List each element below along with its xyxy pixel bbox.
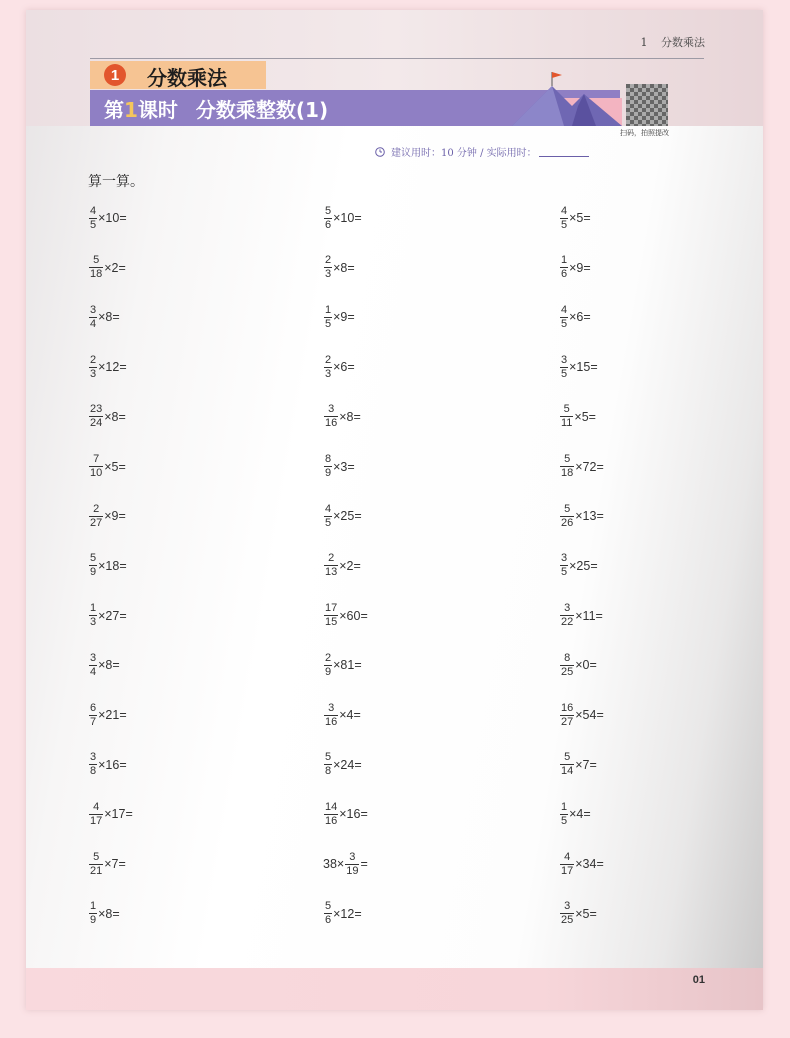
problem-suffix: ×10= — [333, 211, 362, 225]
lesson-number: 1 — [124, 98, 138, 122]
fraction-denominator: 22 — [561, 616, 574, 629]
fraction — [89, 304, 97, 331]
fraction-numerator: 5 — [93, 254, 100, 267]
problem-item — [88, 447, 126, 487]
problem-prefix: 38× — [323, 857, 345, 872]
fraction — [324, 900, 332, 927]
problem-suffix: ×0= — [575, 658, 597, 673]
fraction-denominator: 10 — [90, 467, 103, 479]
fraction — [560, 453, 574, 480]
problem-item — [559, 198, 591, 238]
fraction-numerator: 3 — [564, 602, 571, 615]
problem-suffix: = — [360, 857, 368, 872]
problem-suffix: ×25= — [569, 558, 598, 573]
problem-suffix: ×5= — [104, 459, 126, 474]
problem-item — [88, 496, 126, 536]
fraction-denominator: 9 — [90, 566, 97, 579]
fraction-numerator: 2 — [325, 651, 332, 664]
fraction — [560, 652, 574, 679]
mountain-flag-icon — [512, 72, 622, 126]
fraction-numerator: 14 — [325, 800, 338, 813]
fraction — [560, 552, 568, 579]
problem-item — [559, 794, 591, 834]
problem-suffix: ×13= — [575, 509, 604, 524]
fraction-denominator: 6 — [561, 268, 568, 281]
fraction — [89, 801, 103, 828]
fraction-numerator: 1 — [561, 254, 568, 267]
fraction-denominator: 5 — [561, 814, 568, 827]
problem-suffix: ×24= — [333, 757, 362, 772]
problem-suffix: ×8= — [104, 409, 126, 424]
problem-item — [559, 695, 604, 735]
fraction-numerator: 1 — [90, 900, 97, 913]
fraction-denominator: 27 — [561, 715, 574, 728]
problem-item — [559, 596, 603, 636]
problem-item — [559, 447, 604, 487]
fraction — [89, 205, 97, 232]
problem-suffix: ×12= — [98, 360, 127, 375]
fraction-denominator: 6 — [325, 914, 332, 927]
fraction-numerator: 6 — [90, 701, 97, 714]
problem-suffix: ×25= — [333, 509, 362, 524]
fraction — [324, 254, 332, 281]
fraction-denominator: 21 — [90, 864, 103, 877]
fraction-numerator: 4 — [93, 800, 100, 813]
fraction — [560, 503, 574, 530]
problem-suffix: ×54= — [575, 708, 604, 722]
fraction — [560, 702, 574, 729]
problem-item — [323, 894, 362, 934]
fraction — [324, 801, 338, 828]
problem-suffix: ×3= — [333, 459, 355, 474]
fraction — [560, 403, 573, 430]
fraction-numerator: 5 — [90, 552, 97, 565]
fraction-denominator: 16 — [325, 715, 338, 728]
fraction-denominator: 9 — [325, 665, 332, 678]
fraction-numerator: 8 — [325, 453, 332, 465]
fraction — [89, 652, 97, 679]
fraction-numerator: 3 — [561, 552, 568, 565]
problem-item — [88, 596, 127, 636]
problem-item — [88, 794, 133, 834]
fraction-denominator: 5 — [325, 317, 332, 330]
fraction-denominator: 8 — [325, 765, 332, 778]
fraction-denominator: 6 — [325, 218, 332, 231]
fraction — [560, 801, 568, 828]
fraction — [89, 503, 103, 530]
fraction-denominator: 7 — [90, 715, 97, 728]
page-footer-band — [26, 968, 763, 1010]
fraction — [560, 851, 574, 878]
fraction — [560, 205, 568, 232]
fraction-denominator: 5 — [325, 516, 332, 529]
fraction-denominator: 5 — [561, 367, 568, 380]
fraction-numerator: 3 — [349, 850, 356, 863]
fraction — [89, 453, 103, 480]
fraction — [89, 900, 97, 927]
fraction-numerator: 17 — [325, 602, 338, 615]
fraction-numerator: 3 — [328, 701, 335, 714]
fraction — [324, 354, 332, 381]
fraction-denominator: 16 — [325, 814, 338, 827]
problem-item — [323, 397, 361, 437]
fraction-denominator: 25 — [561, 914, 574, 927]
problem-suffix: ×9= — [569, 260, 591, 275]
problem-suffix: ×81= — [333, 658, 362, 673]
problem-item — [323, 496, 362, 536]
fraction-denominator: 17 — [90, 814, 103, 827]
problem-item — [88, 248, 126, 288]
fraction-numerator: 3 — [90, 303, 97, 316]
problem-item — [559, 297, 591, 337]
problem-suffix: ×6= — [569, 310, 591, 325]
qr-caption: 扫码，拍照提改 — [620, 129, 669, 137]
problem-item — [323, 297, 355, 337]
fraction-denominator: 18 — [90, 268, 103, 281]
problem-item — [88, 645, 120, 685]
running-head-number: 1 — [640, 36, 648, 49]
fraction-numerator: 5 — [564, 502, 571, 515]
problem-item — [88, 546, 127, 586]
problem-suffix: ×8= — [98, 310, 120, 325]
fraction-numerator: 23 — [90, 403, 103, 416]
fraction — [89, 751, 97, 778]
problem-suffix: ×5= — [575, 906, 597, 921]
fraction-numerator: 16 — [561, 701, 574, 714]
header-rule — [90, 58, 704, 59]
worksheet-page — [26, 10, 763, 1010]
fraction-numerator: 5 — [325, 751, 332, 764]
fraction-denominator: 5 — [561, 218, 568, 231]
page-number: 01 — [692, 974, 705, 986]
fraction — [324, 503, 332, 530]
fraction — [324, 403, 338, 430]
fraction-denominator: 5 — [561, 566, 568, 579]
fraction-numerator: 2 — [328, 552, 335, 565]
problem-item — [323, 844, 368, 884]
lesson-title — [104, 94, 328, 123]
fraction — [89, 354, 97, 381]
lesson-topic: 分数乘整数(1) — [195, 98, 329, 122]
problem-suffix: ×18= — [98, 558, 127, 573]
problem-suffix: ×27= — [98, 608, 127, 623]
fraction — [324, 453, 332, 480]
fraction-denominator: 19 — [346, 864, 359, 877]
fraction — [560, 254, 568, 281]
fraction-numerator: 2 — [90, 353, 97, 366]
problem-item — [323, 745, 362, 785]
fraction-denominator: 25 — [561, 665, 574, 678]
fraction-numerator: 2 — [325, 254, 332, 267]
fraction-numerator: 3 — [561, 353, 568, 366]
fraction — [324, 652, 332, 679]
problem-suffix: ×8= — [98, 658, 120, 673]
problem-suffix: ×8= — [339, 409, 361, 424]
fraction-numerator: 4 — [90, 204, 97, 217]
problem-item — [559, 745, 597, 785]
problem-item — [323, 347, 355, 387]
problem-suffix: ×15= — [569, 360, 598, 375]
problem-item — [323, 645, 362, 685]
fraction-denominator: 5 — [90, 218, 97, 231]
problem-suffix: ×4= — [569, 807, 591, 822]
fraction-numerator: 4 — [561, 303, 568, 316]
fraction — [89, 602, 97, 629]
time-hint-text: 建议用时：10 分钟 / 实际用时： — [391, 148, 537, 159]
problem-suffix: ×72= — [575, 459, 604, 474]
fraction — [89, 403, 103, 430]
problem-item — [88, 297, 120, 337]
fraction-numerator: 4 — [325, 502, 332, 515]
problem-item — [559, 496, 604, 536]
problem-item — [323, 546, 361, 586]
qr-code[interactable] — [626, 84, 668, 126]
problem-item — [88, 844, 126, 884]
unit-number-badge: 1 — [104, 64, 126, 86]
fraction — [560, 354, 568, 381]
fraction — [324, 552, 338, 579]
problem-suffix: ×16= — [339, 807, 368, 822]
fraction-denominator: 3 — [325, 367, 332, 380]
problem-item — [559, 894, 597, 934]
fraction-numerator: 5 — [93, 850, 100, 863]
fraction — [89, 552, 97, 579]
problem-suffix: ×7= — [104, 857, 126, 872]
fraction-denominator: 3 — [90, 616, 97, 629]
fraction-denominator: 4 — [90, 317, 97, 330]
clock-icon — [375, 147, 385, 157]
problem-suffix: ×5= — [574, 409, 596, 424]
fraction-denominator: 3 — [325, 268, 332, 281]
fraction — [560, 602, 574, 629]
problem-item — [88, 198, 127, 238]
fraction-numerator: 3 — [90, 751, 97, 764]
problem-suffix: ×11= — [575, 608, 603, 623]
problem-suffix: ×10= — [98, 211, 127, 225]
fraction-denominator: 11 — [561, 417, 573, 430]
fraction-numerator: 8 — [564, 651, 571, 664]
problem-item — [88, 894, 120, 934]
fraction-denominator: 26 — [561, 516, 574, 529]
problem-item — [88, 745, 127, 785]
problem-item — [323, 695, 361, 735]
problem-item — [323, 794, 368, 834]
fraction — [89, 254, 103, 281]
fraction-numerator: 4 — [561, 204, 568, 217]
instruction: 算一算。 — [88, 174, 144, 190]
problem-suffix: ×2= — [339, 558, 361, 573]
fraction-denominator: 13 — [325, 566, 338, 579]
fraction-numerator: 1 — [90, 602, 97, 615]
fraction — [345, 851, 359, 878]
problem-suffix: ×4= — [339, 708, 361, 722]
fraction-numerator: 7 — [93, 453, 100, 465]
unit-title: 分数乘法 — [147, 66, 227, 90]
fraction-denominator: 3 — [90, 367, 97, 380]
problem-suffix: ×8= — [333, 260, 355, 275]
problem-item — [323, 248, 355, 288]
fraction-denominator: 16 — [325, 417, 338, 430]
fraction-numerator: 5 — [325, 204, 332, 217]
fraction — [89, 702, 97, 729]
problem-item — [559, 347, 598, 387]
fraction-denominator: 24 — [90, 417, 103, 430]
fraction-denominator: 9 — [90, 914, 97, 927]
problem-item — [559, 645, 597, 685]
problem-item — [323, 198, 362, 238]
fraction-numerator: 3 — [90, 651, 97, 664]
fraction — [324, 304, 332, 331]
fraction-numerator: 3 — [328, 403, 335, 416]
fraction-numerator: 3 — [564, 900, 571, 913]
fraction-denominator: 9 — [325, 467, 332, 479]
lesson-prefix: 第 — [104, 98, 124, 122]
fraction — [560, 304, 568, 331]
problem-item — [559, 844, 604, 884]
fraction-denominator: 27 — [90, 516, 103, 529]
problem-suffix: ×9= — [333, 310, 355, 325]
actual-time-blank[interactable] — [539, 146, 589, 157]
problem-item — [88, 397, 126, 437]
problem-suffix: ×5= — [569, 211, 591, 225]
fraction-numerator: 2 — [325, 353, 332, 366]
fraction-numerator: 1 — [325, 303, 332, 316]
fraction-denominator: 15 — [325, 616, 338, 629]
running-head — [641, 34, 706, 50]
fraction-numerator: 4 — [564, 850, 571, 863]
problem-suffix: ×6= — [333, 360, 355, 375]
problem-item — [323, 596, 368, 636]
fraction — [324, 702, 338, 729]
problem-item — [559, 546, 598, 586]
problem-suffix: ×16= — [98, 757, 127, 772]
problem-suffix: ×34= — [575, 857, 604, 872]
fraction-numerator: 5 — [563, 403, 570, 416]
fraction-numerator: 2 — [93, 502, 100, 515]
problem-suffix: ×8= — [98, 906, 120, 921]
fraction — [560, 751, 574, 778]
problem-suffix: ×2= — [104, 260, 126, 275]
problem-item — [323, 447, 355, 487]
lesson-suffix: 课时 — [137, 98, 178, 122]
fraction-numerator: 5 — [325, 900, 332, 913]
fraction — [324, 205, 332, 232]
fraction — [560, 900, 574, 927]
problem-suffix: ×17= — [104, 807, 133, 822]
fraction-numerator: 1 — [561, 800, 568, 813]
problem-suffix: ×21= — [98, 708, 127, 722]
fraction — [324, 602, 338, 629]
fraction-numerator: 5 — [564, 751, 571, 764]
fraction-denominator: 18 — [561, 467, 574, 479]
problem-item — [559, 248, 591, 288]
problem-item — [559, 397, 596, 437]
problem-item — [88, 347, 127, 387]
problem-suffix: ×7= — [575, 757, 597, 772]
fraction-numerator: 5 — [564, 453, 571, 465]
fraction-denominator: 5 — [561, 317, 568, 330]
fraction — [324, 751, 332, 778]
fraction — [89, 851, 103, 878]
running-head-title: 分数乘法 — [661, 36, 705, 49]
suggested-time — [375, 144, 589, 159]
fraction-denominator: 17 — [561, 864, 574, 877]
problem-suffix: ×12= — [333, 906, 362, 921]
fraction-denominator: 8 — [90, 765, 97, 778]
fraction-denominator: 4 — [90, 665, 97, 678]
fraction-denominator: 14 — [561, 765, 574, 778]
problem-item — [88, 695, 127, 735]
problem-suffix: ×60= — [339, 608, 368, 623]
problem-suffix: ×9= — [104, 509, 126, 524]
